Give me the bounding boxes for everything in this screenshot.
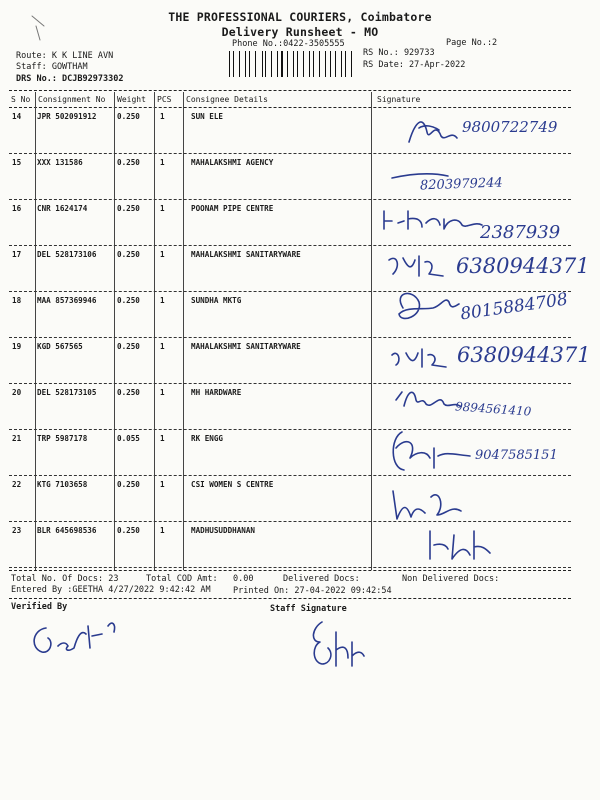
row-weight: 0.250 bbox=[117, 388, 140, 397]
rs-date: RS Date: 27-Apr-2022 bbox=[363, 60, 466, 70]
row-consignee: MAHALAKSHMI AGENCY bbox=[191, 158, 274, 167]
row-consignment-no: KGD 567565 bbox=[37, 342, 83, 351]
row-consignee: RK ENGG bbox=[191, 434, 224, 443]
handwritten-phone-15: 8203979244 bbox=[419, 175, 503, 194]
row-consignment-no: JPR 502091912 bbox=[37, 112, 97, 121]
row-sno: 18 bbox=[12, 296, 22, 305]
row-pcs: 1 bbox=[160, 112, 165, 121]
drs-number: DRS No.: DCJB92973302 bbox=[16, 74, 124, 84]
row-consignment-no: MAA 857369946 bbox=[37, 296, 97, 305]
row-weight: 0.250 bbox=[117, 204, 140, 213]
barcode bbox=[229, 51, 357, 77]
staff-signature bbox=[308, 618, 368, 678]
staff: Staff: GOWTHAM bbox=[16, 62, 88, 72]
verified-by-signature bbox=[28, 612, 128, 662]
handwritten-phone-21: 9047585151 bbox=[475, 448, 558, 463]
row-pcs: 1 bbox=[160, 296, 165, 305]
row-pcs: 1 bbox=[160, 342, 165, 351]
verified-by-label: Verified By bbox=[11, 602, 68, 612]
signature-row-23 bbox=[424, 525, 494, 565]
row-consignee: POONAM PIPE CENTRE bbox=[191, 204, 274, 213]
row-weight: 0.250 bbox=[117, 342, 140, 351]
handwritten-phone-20: 9894561410 bbox=[454, 399, 532, 419]
row-pcs: 1 bbox=[160, 526, 165, 535]
total-cod-value: 0.00 bbox=[233, 574, 254, 584]
row-consignment-no: KTG 7103658 bbox=[37, 480, 88, 489]
printed-on: Printed On: 27-04-2022 09:42:54 bbox=[233, 586, 392, 596]
row-consignee: MH HARDWARE bbox=[191, 388, 242, 397]
row-consignment-no: BLR 645698536 bbox=[37, 526, 97, 535]
row-consignment-no: DEL 528173105 bbox=[37, 388, 97, 397]
page-number: Page No.:2 bbox=[446, 38, 498, 48]
row-weight: 0.055 bbox=[117, 434, 140, 443]
col-pcs: PCS bbox=[157, 95, 172, 104]
col-consignment: Consignment No bbox=[38, 95, 106, 104]
handwritten-phone-18: 8015884708 bbox=[459, 289, 570, 325]
table-row bbox=[0, 526, 600, 572]
row-consignee: MAHALAKSHMI SANITARYWARE bbox=[191, 250, 301, 259]
row-consignment-no: CNR 1624174 bbox=[37, 204, 88, 213]
row-consignee: MADHUSUDDHANAN bbox=[191, 526, 256, 535]
col-signature: Signature bbox=[377, 95, 421, 104]
staff-signature-label: Staff Signature bbox=[270, 604, 347, 614]
signature-row-16 bbox=[378, 207, 488, 233]
signature-row-18 bbox=[393, 288, 463, 328]
table-row bbox=[0, 480, 600, 526]
row-pcs: 1 bbox=[160, 434, 165, 443]
row-sno: 17 bbox=[12, 250, 22, 259]
row-pcs: 1 bbox=[160, 250, 165, 259]
col-consignee: Consignee Details bbox=[186, 95, 268, 104]
signature-row-20 bbox=[392, 386, 462, 416]
row-sno: 21 bbox=[12, 434, 22, 443]
handwritten-phone-19: 6380944371 bbox=[457, 343, 591, 367]
row-sno: 22 bbox=[12, 480, 22, 489]
rs-number: RS No.: 929733 bbox=[363, 48, 435, 58]
row-sno: 15 bbox=[12, 158, 22, 167]
table-row bbox=[0, 158, 600, 204]
row-sno: 19 bbox=[12, 342, 22, 351]
row-pcs: 1 bbox=[160, 158, 165, 167]
row-weight: 0.250 bbox=[117, 158, 140, 167]
signature-row-14 bbox=[405, 112, 465, 148]
phone-number: Phone No.:0422-3505555 bbox=[232, 39, 345, 49]
row-sno: 20 bbox=[12, 388, 22, 397]
row-weight: 0.250 bbox=[117, 526, 140, 535]
handwritten-phone-16: 2387939 bbox=[480, 222, 561, 243]
row-consignee: CSI WOMEN S CENTRE bbox=[191, 480, 274, 489]
col-weight: Weight bbox=[117, 95, 146, 104]
row-consignee: MAHALAKSHMI SANITARYWARE bbox=[191, 342, 301, 351]
row-weight: 0.250 bbox=[117, 112, 140, 121]
row-weight: 0.250 bbox=[117, 250, 140, 259]
delivered-docs: Delivered Docs: bbox=[283, 574, 360, 584]
row-consignment-no: DEL 528173106 bbox=[37, 250, 97, 259]
row-consignment-no: TRP 5987178 bbox=[37, 434, 88, 443]
signature-row-19 bbox=[388, 345, 458, 373]
row-sno: 23 bbox=[12, 526, 22, 535]
row-pcs: 1 bbox=[160, 388, 165, 397]
row-weight: 0.250 bbox=[117, 296, 140, 305]
entered-by: Entered By :GEETHA 4/27/2022 9:42:42 AM bbox=[11, 585, 211, 595]
total-docs: Total No. Of Docs: 23 bbox=[11, 574, 119, 584]
col-sno: S No bbox=[11, 95, 31, 104]
company-name: THE PROFESSIONAL COURIERS, Coimbatore bbox=[168, 10, 432, 24]
total-cod-label: Total COD Amt: bbox=[146, 574, 218, 584]
signature-row-21 bbox=[382, 428, 472, 474]
signature-row-17 bbox=[385, 252, 457, 282]
non-delivered-docs: Non Delivered Docs: bbox=[402, 574, 500, 584]
document-title: Delivery Runsheet - MO bbox=[221, 25, 379, 39]
row-pcs: 1 bbox=[160, 480, 165, 489]
row-sno: 14 bbox=[12, 112, 22, 121]
row-consignee: SUN ELE bbox=[191, 112, 224, 121]
route: Route: K K LINE AVN bbox=[16, 51, 114, 61]
row-pcs: 1 bbox=[160, 204, 165, 213]
row-consignee: SUNDHA MKTG bbox=[191, 296, 242, 305]
corner-mark bbox=[30, 14, 50, 44]
row-consignment-no: XXX 131586 bbox=[37, 158, 83, 167]
row-sno: 16 bbox=[12, 204, 22, 213]
handwritten-phone-14: 9800722749 bbox=[462, 118, 558, 136]
signature-row-22 bbox=[385, 485, 465, 525]
row-weight: 0.250 bbox=[117, 480, 140, 489]
handwritten-phone-17: 6380944371 bbox=[456, 254, 590, 278]
